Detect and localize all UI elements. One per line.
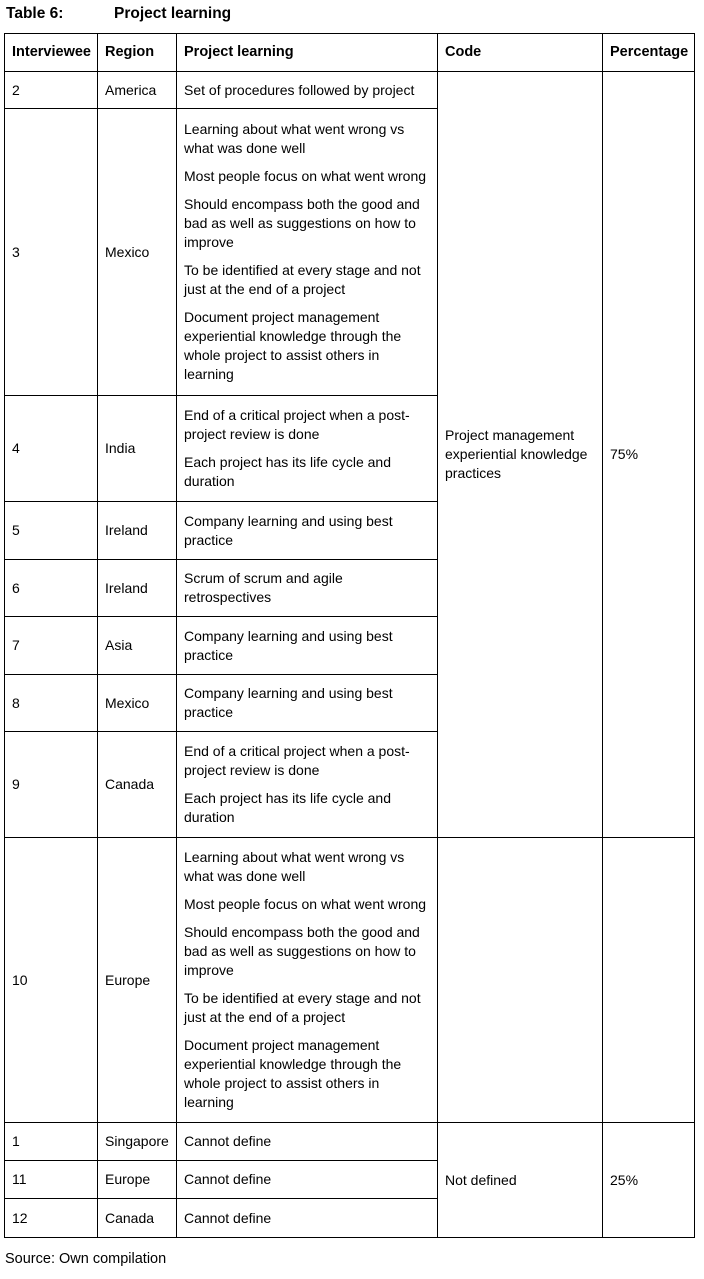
header-region: Region <box>98 34 177 72</box>
learning-item: To be identified at every stage and not just at the end of a project <box>184 262 421 297</box>
project-learning-cell <box>177 617 438 675</box>
region-cell: America <box>98 72 177 109</box>
table-row <box>5 838 695 1123</box>
interviewee-cell: 4 <box>5 396 98 502</box>
interviewee-cell: 9 <box>5 732 98 838</box>
learning-item: Document project management experiential knowledge through the whole project to assist others in learning <box>184 309 402 382</box>
project-learning-cell <box>177 560 438 617</box>
project-learning-cell <box>177 1161 438 1199</box>
learning-item: Each project has its life cycle and duration <box>184 790 391 825</box>
region-cell: Asia <box>98 617 177 675</box>
table-caption <box>6 5 231 23</box>
source-note: Source: Own compilation <box>5 1251 167 1267</box>
interviewee-cell: 10 <box>5 838 98 1123</box>
region-cell: Europe <box>98 1161 177 1199</box>
region-cell: Ireland <box>98 502 177 560</box>
learning-item: Should encompass both the good and bad as well as suggestions on how to improve <box>184 924 420 978</box>
percentage-cell-empty <box>603 838 695 1123</box>
project-learning-cell <box>177 838 438 1123</box>
project-learning-table <box>4 33 695 1238</box>
project-learning-cell <box>177 675 438 732</box>
percentage-cell: 75% <box>603 72 695 838</box>
learning-item: Each project has its life cycle and duration <box>184 454 391 489</box>
table-title: Project learning <box>114 5 232 22</box>
learning-item: Company learning and using best practice <box>184 627 393 663</box>
region-cell: Mexico <box>98 675 177 732</box>
region-cell: Canada <box>98 732 177 838</box>
region-cell: Mexico <box>98 109 177 396</box>
learning-item: Company learning and using best practice <box>184 512 393 548</box>
project-learning-cell <box>177 72 438 109</box>
region-cell: Canada <box>98 1199 177 1238</box>
learning-item: Learning about what went wrong vs what was done well <box>184 121 405 156</box>
learning-item: To be identified at every stage and not just at the end of a project <box>184 990 421 1025</box>
learning-item: Learning about what went wrong vs what was done well <box>184 849 405 884</box>
header-interviewee: Interviewee <box>5 34 98 72</box>
interviewee-cell: 8 <box>5 675 98 732</box>
interviewee-cell: 12 <box>5 1199 98 1238</box>
learning-item: Most people focus on what went wrong <box>184 896 427 912</box>
interviewee-cell: 2 <box>5 72 98 109</box>
header-code: Code <box>438 34 603 72</box>
interviewee-cell: 6 <box>5 560 98 617</box>
table-row <box>5 72 695 109</box>
region-cell: Europe <box>98 838 177 1123</box>
learning-item: Scrum of scrum and agile retrospectives <box>184 570 343 605</box>
code-cell: Project management experiential knowledge practices <box>438 72 603 838</box>
project-learning-cell <box>177 732 438 838</box>
learning-item: Cannot define <box>184 1133 272 1149</box>
project-learning-cell <box>177 396 438 502</box>
interviewee-cell: 1 <box>5 1123 98 1161</box>
project-learning-cell <box>177 502 438 560</box>
project-learning-cell <box>177 1123 438 1161</box>
percentage-cell: 25% <box>603 1123 695 1238</box>
code-cell-empty <box>438 838 603 1123</box>
region-cell: India <box>98 396 177 502</box>
learning-item: Cannot define <box>184 1209 272 1226</box>
learning-item: End of a critical project when a post-project review is done <box>184 743 410 778</box>
interviewee-cell: 5 <box>5 502 98 560</box>
table-row <box>5 1123 695 1161</box>
interviewee-cell: 7 <box>5 617 98 675</box>
region-cell: Singapore <box>98 1123 177 1161</box>
learning-item: Set of procedures followed by project <box>184 81 415 98</box>
header-row <box>5 34 695 72</box>
region-cell: Ireland <box>98 560 177 617</box>
learning-item: Cannot define <box>184 1171 272 1187</box>
learning-item: Company learning and using best practice <box>184 685 393 720</box>
header-project-learning: Project learning <box>177 34 438 72</box>
project-learning-cell <box>177 109 438 396</box>
code-cell: Not defined <box>438 1123 603 1238</box>
header-percentage: Percentage <box>603 34 695 72</box>
learning-item: End of a critical project when a post-project review is done <box>184 407 410 442</box>
table-number: Table 6: <box>6 5 64 22</box>
interviewee-cell: 3 <box>5 109 98 396</box>
project-learning-cell <box>177 1199 438 1238</box>
learning-item: Should encompass both the good and bad as well as suggestions on how to improve <box>184 196 420 250</box>
learning-item: Most people focus on what went wrong <box>184 168 427 184</box>
learning-item: Document project management experiential knowledge through the whole project to assist others in learning <box>184 1037 402 1110</box>
interviewee-cell: 11 <box>5 1161 98 1199</box>
